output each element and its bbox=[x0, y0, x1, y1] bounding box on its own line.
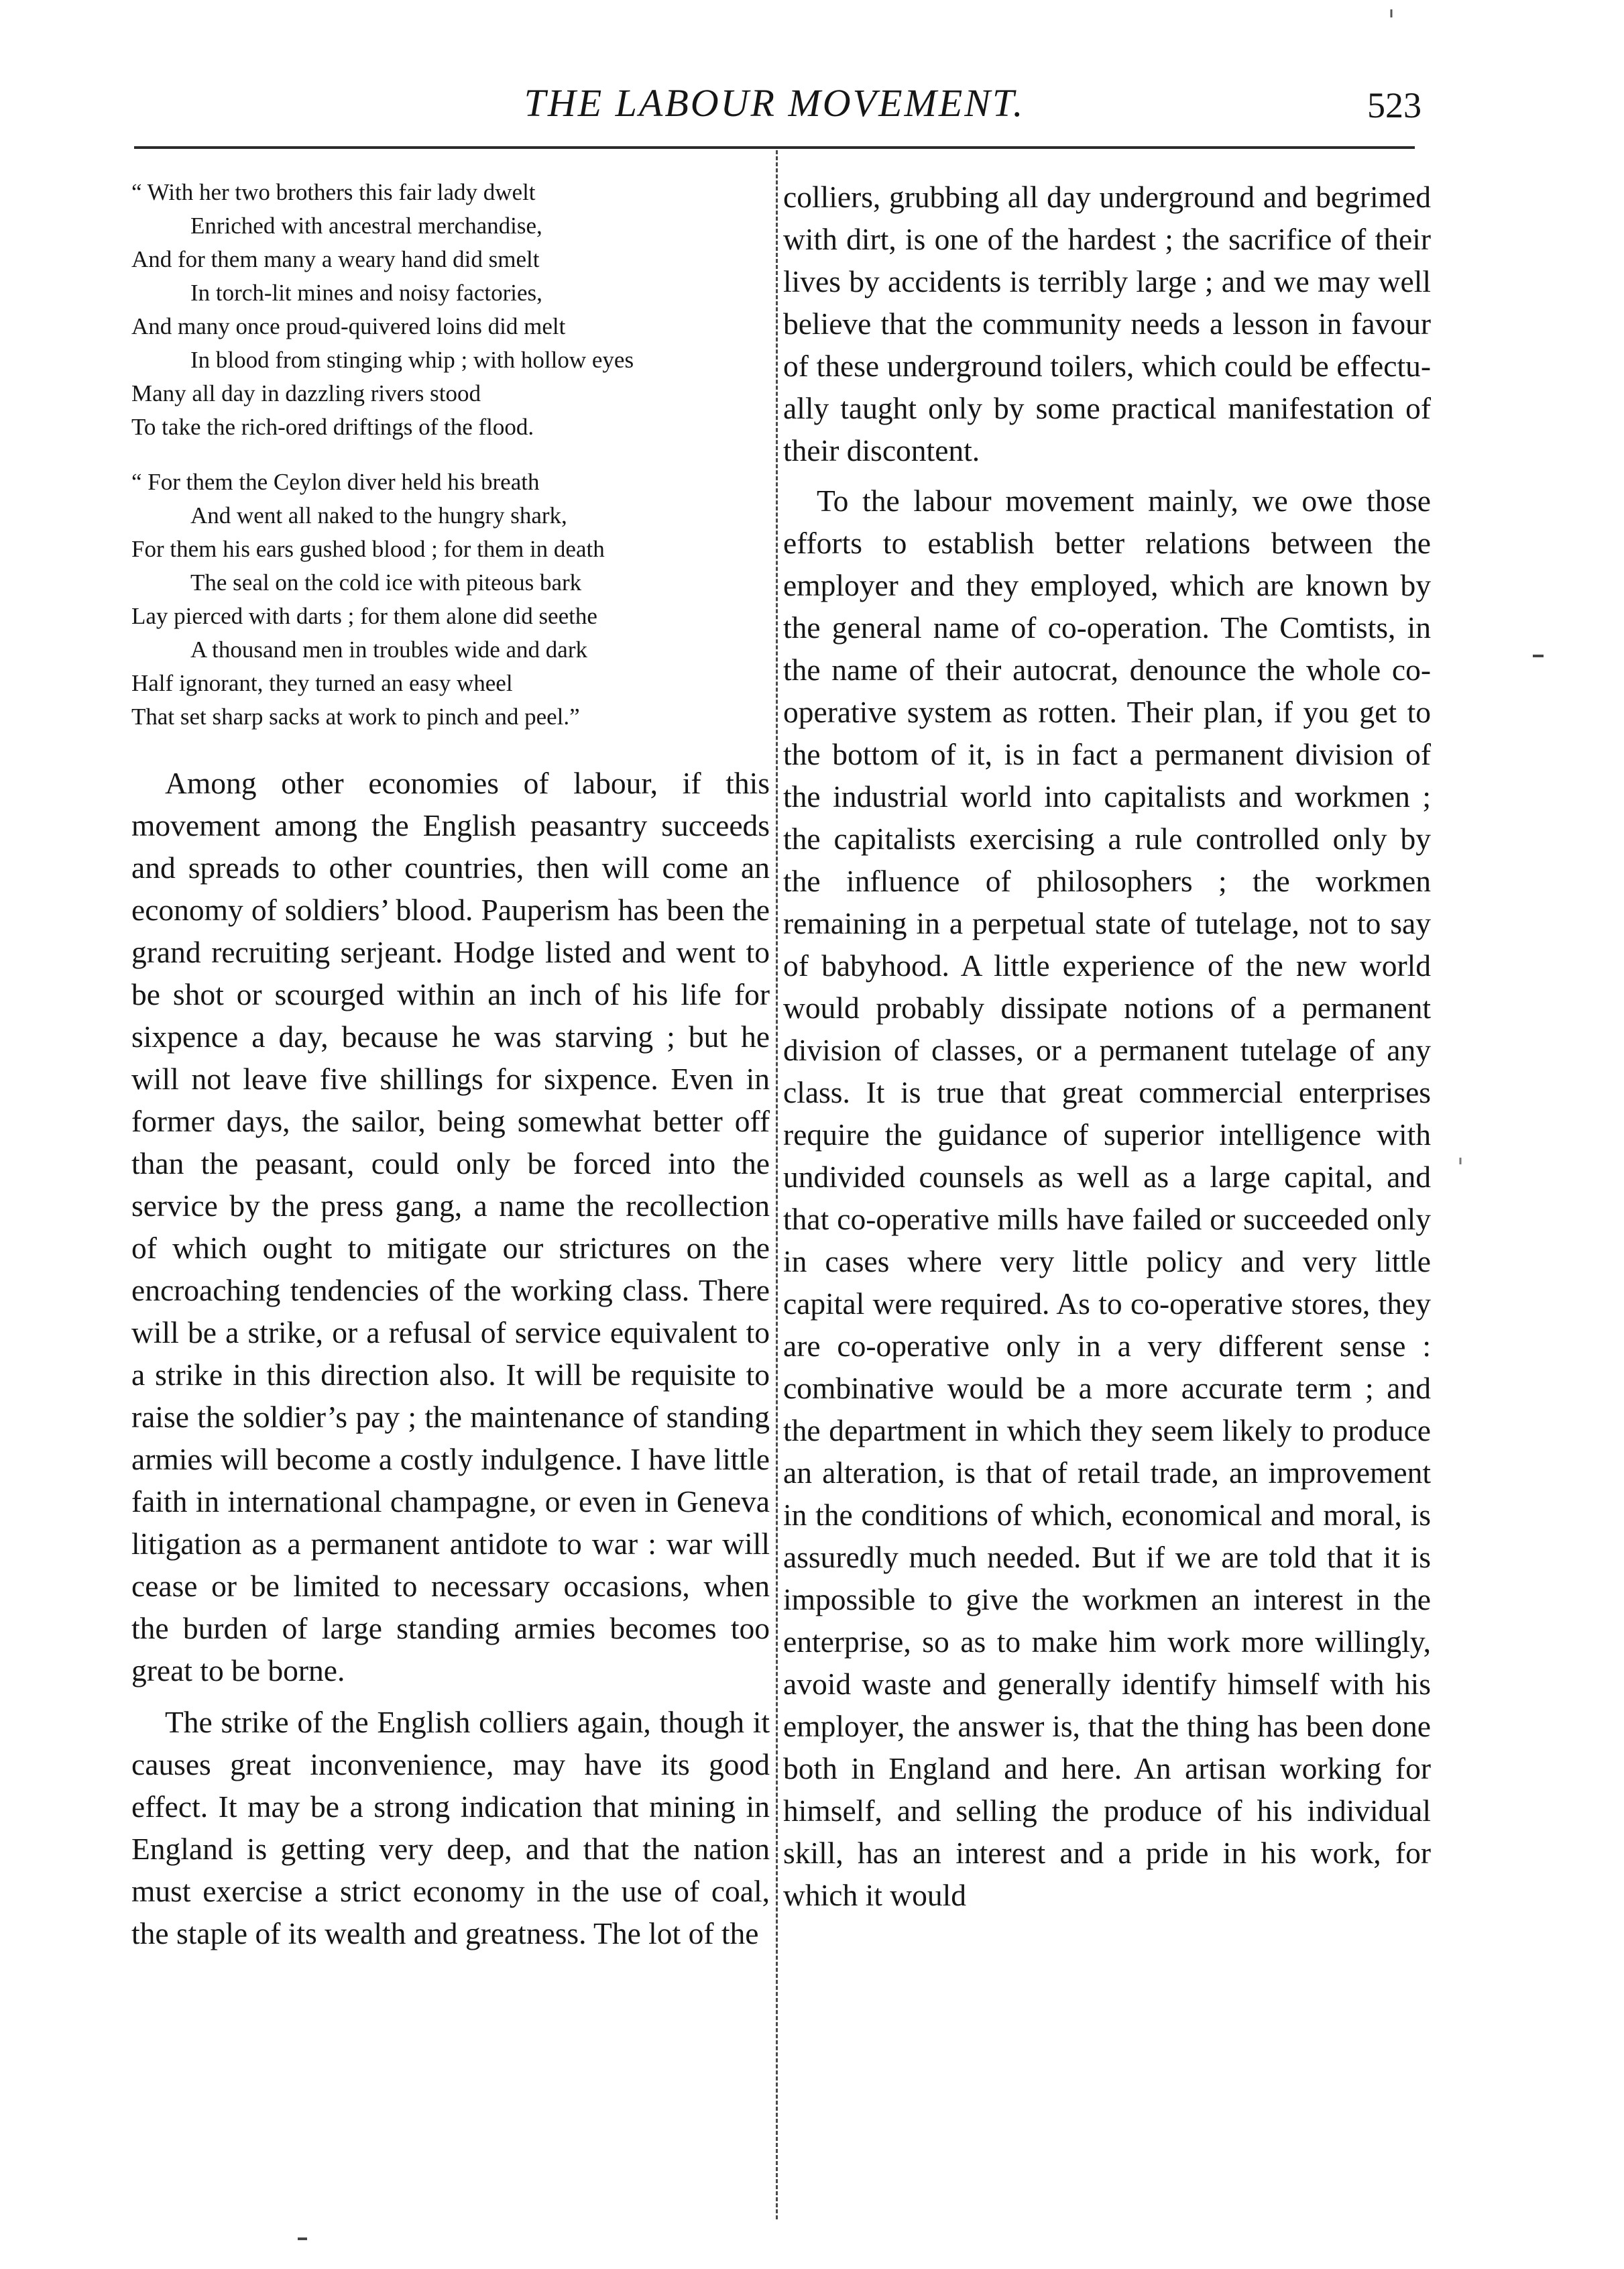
left-column bbox=[131, 176, 770, 1954]
poem-line: Lay pierced with darts ; for them alone did seethe bbox=[131, 603, 597, 629]
poem-line: And many once proud-quivered loins did melt bbox=[131, 313, 566, 339]
poem-line: In blood from stinging whip ; with hollow eyes bbox=[190, 347, 634, 373]
poem-line: A thousand men in troubles wide and dark bbox=[190, 637, 587, 663]
poem-line: To take the rich-ored driftings of the flood. bbox=[131, 414, 534, 440]
poem-line: “ With her two brothers this fair lady dwelt bbox=[131, 179, 536, 205]
poem-line: And went all naked to the hungry shark, bbox=[190, 502, 567, 529]
page-number: 523 bbox=[1367, 85, 1422, 125]
right-prose bbox=[783, 176, 1431, 1916]
poem-line: That set sharp sacks at work to pinch and peel.” bbox=[131, 704, 580, 730]
header-rule bbox=[134, 146, 1415, 149]
poem-line: In torch-lit mines and noisy factories, bbox=[190, 280, 542, 306]
poem-quotation bbox=[131, 176, 770, 734]
paragraph-colliers-continued: colliers, grubbing all day underground and begrimed with dirt, is one of the hardest ; the sacrifice of their lives by accidents is terribly large ; and we may well believe that the community needs a lesson in favour of these underground toilers, which could be effectually taught only by some practical manifestation of their discontent. bbox=[783, 180, 1431, 467]
left-prose bbox=[131, 762, 770, 1954]
right-column bbox=[783, 176, 1431, 1916]
poem-line: Many all day in dazzling rivers stood bbox=[131, 380, 481, 406]
poem-line: Enriched with ancestral merchandise, bbox=[190, 213, 542, 239]
poem-line: Half ignorant, they turned an easy wheel bbox=[131, 670, 513, 696]
running-head bbox=[134, 80, 1422, 141]
poem-line: The seal on the cold ice with piteous bark bbox=[190, 569, 582, 596]
paragraph-co-operation: To the labour movement mainly, we owe those efforts to establish better relations between the employer and they employed, which are known by the general name of co-operation. The Comtists, in the name of their autocrat, denounce the whole co-operative system as rotten. Their plan, if you get to the bottom of it, is in fact a permanent division of the industrial world into capitalists and workmen ; the capitalists exercising a rule controlled only by the influence of philosophers ; the workmen remaining in a perpetual state of tutelage, not to say of babyhood. A little experience of the new world would probably dissipate notions of a permanent division of classes, or a permanent tutelage of any class. It is true that great commercial enterprises require the guidance of superior intelligence with undivided counsels as well as a large capital, and that co-operative mills have failed or succeeded only in cases where very little policy and very little capital were required. As to co-operative stores, they are co-operative only in a very different sense : combinative would be a more accurate term ; and the department in which they seem likely to produce an alteration, is that of retail trade, an improvement in the conditions of which, economical and moral, is assuredly much needed. But if we are told that it is impossible to give the workmen an interest in the enterprise, so as to make him work more willingly, avoid waste and generally identify himself with his employer, the answer is, that the thing has been done both in England and here. An artisan working for himself, and selling the produce of his individual skill, has an interest and a pride in his work, for which it would bbox=[783, 484, 1431, 1912]
poem-line: And for them many a weary hand did smelt bbox=[131, 246, 540, 272]
paragraph-economies-of-labour: Among other economies of labour, if this movement among the English peasantry succeeds and spreads to other countries, then will come an economy of soldiers’ blood. Pauperism has been the grand recruiting serjeant. Hodge listed and went to be shot or scourged within an inch of his life for sixpence a day, because he was starving ; but he will not leave five shillings for sixpence. Even in former days, the sailor, being somewhat better off than the peasant, could only be forced into the service by the press gang, a name the recollection of which ought to mitigate our strictures on the encroaching tendencies of the working class. There will be a strike, or a refusal of service equivalent to a strike in this direction also. It will be requisite to raise the soldier’s pay ; the maintenance of standing armies will become a costly indulgence. I have little faith in international champagne, or even in Geneva litigation as a permanent antidote to war : war will cease or be limited to necessary occasions, when the burden of large standing armies becomes too great to be borne. bbox=[131, 766, 770, 1687]
poem-stanza bbox=[131, 465, 770, 734]
running-title: THE LABOUR MOVEMENT. bbox=[524, 81, 1025, 125]
column-divider bbox=[776, 150, 778, 2219]
paragraph-colliers-strike: The strike of the English colliers again, though it causes great inconvenience, may have its good effect. It may be a strong indication that mining in England is getting very deep, and that the nation must exercise a strict economy in the use of coal, the staple of its wealth and greatness. The lot of the bbox=[131, 1705, 770, 1950]
poem-stanza bbox=[131, 176, 770, 444]
poem-line: “ For them the Ceylon diver held his breath bbox=[131, 469, 540, 495]
poem-line: For them his ears gushed blood ; for them in death bbox=[131, 536, 605, 562]
